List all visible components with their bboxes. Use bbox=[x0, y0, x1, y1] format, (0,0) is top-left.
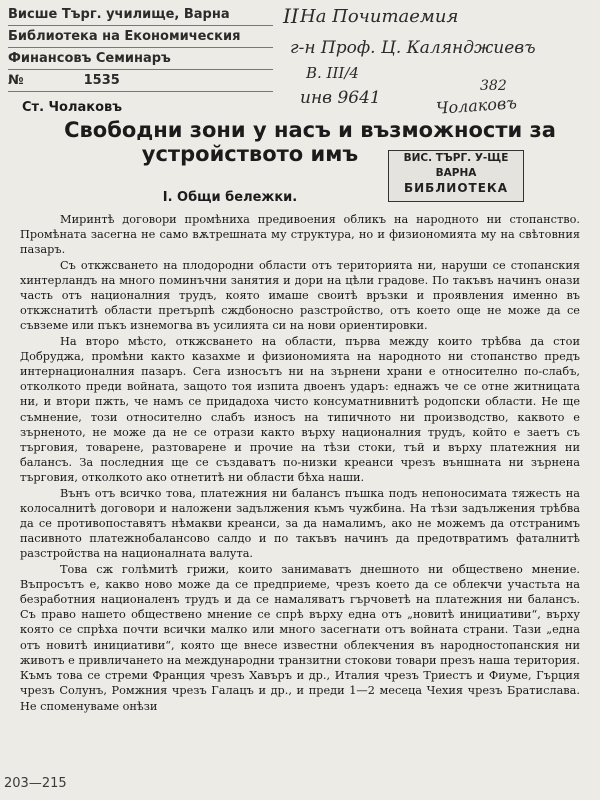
paragraph: Съ откжсването на плодородни области отъ територията ни, наруши се стопанския хинтерландъ на много поминъчни занятия и дори на цѣли градове. По такъвъ начинъ онази часть отъ националния трудъ, която имаше своитѣ връзки и проявления именно въ откжснатитѣ области претърпѣ сждбоносно разстройство, отъ което още не може да се съвземе или пъкъ изнемогва въ усилията си на нови ориентировки. bbox=[20, 258, 580, 333]
library-stamp-number-label: № bbox=[8, 73, 24, 88]
paragraph: Вънъ отъ всичко това, платежния ни балансъ пъшка подъ непоносимата тяжесть на колосалнитѣ договори и наложени задължения къмъ чужбина. На тѣзи задължения трѣбва да се противопоставятъ нѣмакви креанси, за да намалимъ, ако не можемъ да отстранимъ пасивното платежнобалансово салдо и по такъвъ начинъ да предотвратимъ фаталнитѣ разстройства на националната валута. bbox=[20, 486, 580, 561]
title-line: устройството имъ bbox=[141, 142, 359, 166]
author-name: Ст. Чолаковъ bbox=[22, 100, 123, 115]
inventory-number-handwriting: инв 9641 bbox=[300, 88, 381, 108]
library-stamp bbox=[8, 4, 273, 92]
section-heading: I. Общи бележки. bbox=[162, 190, 298, 205]
small-number-handwriting: 382 bbox=[480, 78, 507, 94]
library-stamp-line: Библиотека на Економическия bbox=[8, 26, 273, 48]
library-stamp-number: 1535 bbox=[83, 73, 120, 88]
dedication-handwriting: г-н Проф. Ц. Калянджиевъ bbox=[290, 38, 536, 58]
box-stamp-line: БИБЛИОТЕКА bbox=[403, 181, 509, 195]
paragraph: Миринтѣ договори промѣниха предивоения обликъ на народното ни стопанство. Промѣната засегна не само вѫтрешната му структура, но и физиономията му на свѣтовния пазаръ. bbox=[20, 213, 580, 257]
library-stamp-number-row bbox=[8, 70, 273, 92]
paragraph: На второ мѣсто, откжсването на области, първа между които трѣбва да стои Добруджа, промѣни както казахме и физиономията на народното ни стопанство предъ интернационалния пазаръ. Сега износътъ ни на зърнени храни е относително по-слабъ, отколкото преди войната, защото тоя изпита двоенъ ударъ: еднажъ че се отне житницата ни, и втори пжть, че намъ се придадоха чисто консуматнивнитѣ родопски области. Не ще съмнение, този относително слабъ износъ на типичното ни производство, каквото е зърненото, не може да не се отрази както върху националния трудъ, който е заетъ съ търговия, товарене, разтоварене и прочие на тѣзи стоки, тъй и върху платежния ни балансъ. За последния ще се създаватъ по-низки креанси чрезъ външната ни зърнена търговия, отколкото ако отнетитѣ ни области бѣха наши. bbox=[20, 334, 580, 485]
box-stamp-line: ВАРНА bbox=[435, 167, 477, 179]
page-range-note: 203—215 bbox=[4, 776, 67, 791]
signature-handwriting: Чолаковъ bbox=[435, 93, 518, 118]
shelf-mark-handwriting: II bbox=[283, 4, 299, 28]
title-line: Свободни зони у насъ и възможности за bbox=[64, 118, 556, 142]
shelf-code-handwriting: В. ІІІ/4 bbox=[306, 64, 359, 82]
article-body bbox=[20, 212, 580, 714]
dedication-handwriting: На Почитаемия bbox=[300, 6, 459, 27]
paragraph: Това сж голѣмитѣ грижи, които занимаватъ днешното ни обществено мнение. Въпросътъ е, какво ново може да се предприеме, чрезъ което да се облекчи участьта на безработния националенъ трудъ и да се намаляватъ гърчоветѣ на платежния ни балансъ. Съ право нашето обществено мнение се спрѣ върху една отъ „новитѣ инициативи“, върху която се спрѣха почти всички малко или много засегнати отъ войната страни. Тази „една отъ новитѣ инициативи“, която ще внесе известни облекчения въ народностопанския ни животъ е привличането на международни транзитни стокови товари презъ наша територия. Къмъ това се стреми Франция чрезъ Хавъръ и др., Италия чрезъ Триестъ и Фиуме, Гърция чрезъ Солунъ, Ромжния чрезъ Галацъ и др., и преди 1—2 месеца Чехия чрезъ Братислава. Не споменуваме онѣзи bbox=[20, 562, 580, 713]
library-stamp-line: Висше Търг. училище, Варна bbox=[8, 4, 273, 26]
library-stamp-line: Финансовъ Семинаръ bbox=[8, 48, 273, 70]
box-stamp-line: ВИС. ТЪРГ. У-ЩЕ bbox=[403, 152, 509, 164]
